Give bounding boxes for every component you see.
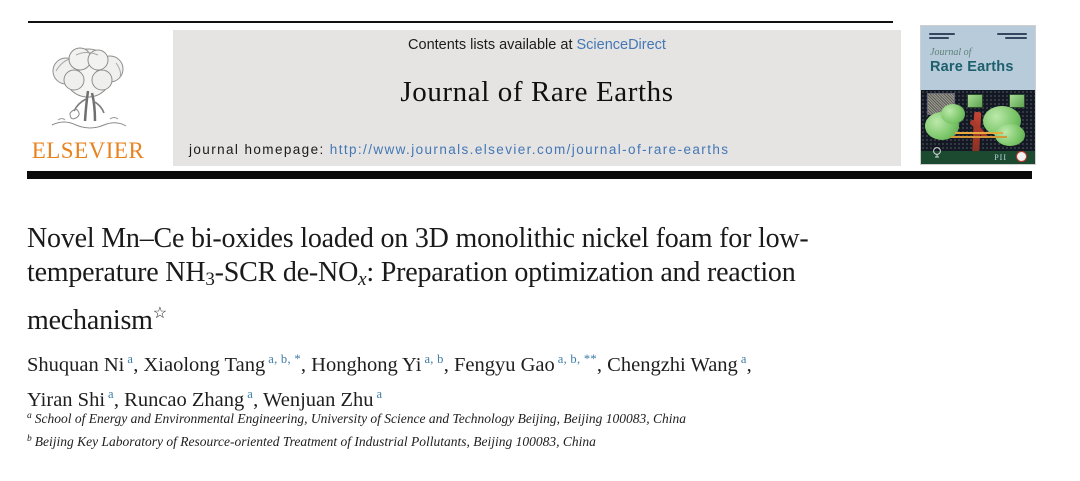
elsevier-tree-icon	[36, 120, 140, 137]
title-text: temperature NH	[27, 257, 206, 288]
author-name: Honghong Yi	[311, 354, 422, 376]
affiliation-text: Beijing Key Laboratory of Resource-oriented Treatment of Industrial Pollutants, Beijing 100083, China	[34, 434, 596, 449]
contents-prefix-text: Contents lists available at	[408, 37, 577, 53]
author-separator: ,	[133, 354, 144, 376]
journal-cover-thumbnail	[920, 25, 1036, 165]
author-name: Shuquan Ni	[27, 354, 125, 376]
author	[607, 354, 752, 376]
article-title	[27, 222, 947, 338]
author-affil-marker: a	[127, 352, 134, 366]
homepage-line	[189, 142, 729, 157]
cover-tree-foliage	[941, 104, 965, 124]
author	[454, 354, 607, 376]
author-separator: ,	[596, 354, 608, 376]
author-name: Chengzhi Wang	[607, 354, 738, 376]
author-separator: ,	[253, 389, 264, 411]
title-subscript-x: x	[358, 269, 367, 290]
affiliation	[27, 429, 947, 452]
homepage-url-link[interactable]: http://www.journals.elsevier.com/journal-of-rare-earths	[329, 142, 730, 157]
author-affil-marker: a, b, **	[557, 352, 597, 366]
cover-artwork	[921, 90, 1035, 164]
cover-header	[921, 26, 1035, 90]
contents-line	[173, 37, 901, 53]
author-name: Wenjuan Zhu	[263, 389, 374, 411]
cover-round-badge	[1016, 151, 1027, 162]
author-list	[27, 345, 947, 415]
title-footnote-star: ☆	[152, 305, 167, 322]
cover-ground	[921, 151, 1035, 164]
article-title-line3	[27, 297, 947, 338]
author-separator: ,	[113, 389, 125, 411]
author-affil-marker: a	[740, 352, 747, 366]
author	[27, 354, 143, 376]
journal-masthead	[173, 30, 901, 166]
author-separator: ,	[300, 354, 312, 376]
cover-elsevier-mini-logo	[931, 145, 943, 163]
cover-caption-bar	[955, 132, 1003, 134]
masthead-top-rule	[28, 21, 893, 23]
cover-green-square	[1009, 94, 1025, 108]
author	[311, 354, 454, 376]
cover-pii-logo: PII	[994, 153, 1007, 162]
article-title-line1: Novel Mn–Ce bi-oxides loaded on 3D monolithic nickel foam for low-	[27, 223, 809, 254]
title-text: : Preparation optimization and reaction	[366, 257, 796, 288]
affiliation-marker: a	[27, 411, 32, 421]
author-line-1	[27, 345, 947, 380]
cover-meta-bar	[929, 33, 955, 35]
author-name: Fengyu Gao	[453, 354, 555, 376]
sciencedirect-link[interactable]: ScienceDirect	[576, 37, 666, 53]
author-name: Yiran Shi	[27, 389, 106, 411]
author-affil-marker: a	[247, 387, 254, 401]
author-separator: ,	[746, 354, 752, 376]
author	[143, 354, 311, 376]
elsevier-wordmark: ELSEVIER	[31, 138, 145, 163]
cover-caption-bar	[951, 136, 1007, 138]
homepage-label: journal homepage:	[189, 142, 330, 157]
author-name: Xiaolong Tang	[143, 354, 266, 376]
affiliation-marker: b	[27, 434, 32, 444]
cover-meta-bar	[929, 37, 949, 39]
author-affil-marker: a	[108, 387, 114, 401]
affiliation-list	[27, 406, 947, 452]
cover-meta-bar	[997, 33, 1027, 35]
affiliation	[27, 406, 947, 429]
journal-title: Journal of Rare Earths	[400, 76, 674, 108]
article-title-line2	[27, 256, 947, 297]
author-name: Runcao Zhang	[124, 389, 245, 411]
cover-rare-earths-text: Rare Earths	[930, 59, 1014, 75]
title-text: mechanism	[27, 305, 153, 336]
masthead-bottom-rule	[27, 171, 1032, 179]
title-text: -SCR de-NO	[214, 257, 359, 288]
author-affil-marker: a, b	[424, 352, 444, 366]
author-affil-marker: a, b, *	[268, 352, 301, 366]
cover-green-square	[967, 94, 983, 108]
elsevier-logo	[28, 47, 148, 164]
cover-tree-foliage	[995, 124, 1025, 146]
affiliation-text: School of Energy and Environmental Engineering, University of Science and Technology Beijing, Beijing 100083, China	[34, 411, 687, 426]
author-separator: ,	[443, 354, 454, 376]
author-affil-marker: a	[376, 387, 383, 401]
cover-journal-of-text: Journal of	[930, 47, 972, 58]
cover-meta-bar	[1005, 37, 1027, 39]
title-subscript: 3	[205, 269, 215, 290]
